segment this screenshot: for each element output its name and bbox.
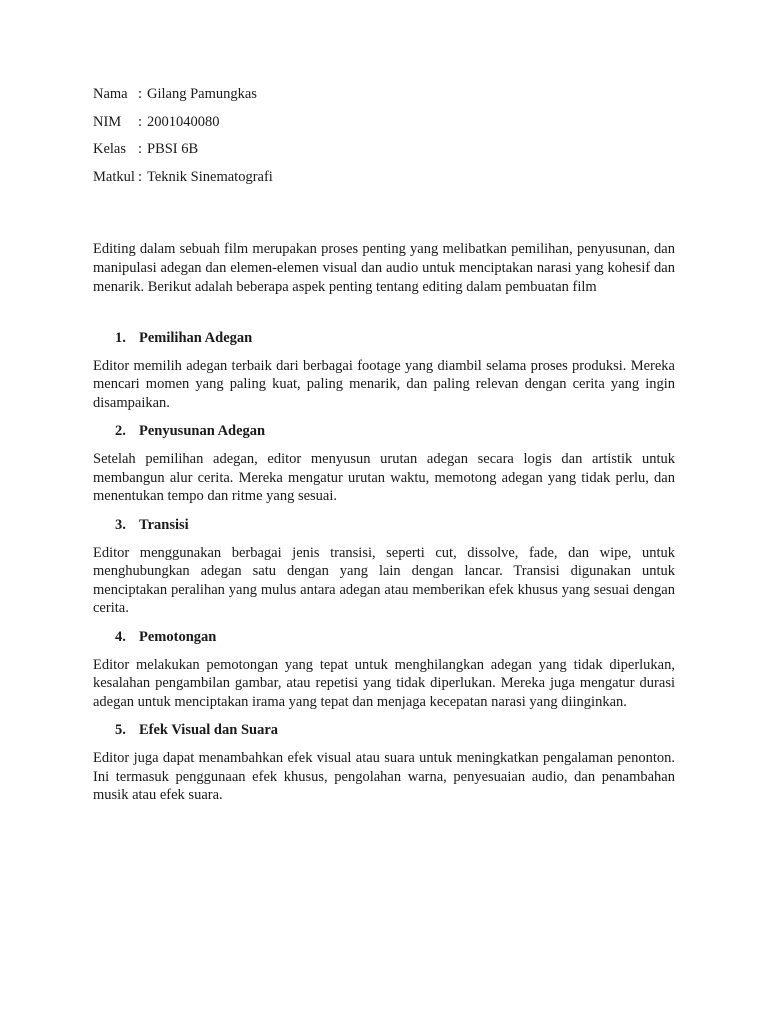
section-5 [93, 721, 675, 805]
meta-row-nim [93, 113, 675, 131]
section-2 [93, 422, 675, 506]
section-title: Efek Visual dan Suara [139, 722, 279, 738]
meta-value-matkul: Teknik Sinematografi [147, 168, 273, 185]
section-title: Transisi [139, 516, 189, 533]
meta-separator: : [138, 141, 143, 157]
meta-separator: : [138, 113, 143, 130]
meta-value-nama: Gilang Pamungkas [147, 86, 257, 102]
meta-label: Kelas [93, 141, 127, 157]
meta-row-matkul [93, 168, 675, 186]
section-heading [93, 422, 675, 440]
section-body: Editor juga dapat menambahkan efek visual atau suara untuk meningkatkan pengalaman penonton. Ini termasuk penggunaan efek khusus, pengolahan warna, penyesuaian audio, dan penambahan musik atau efek suara. [93, 750, 675, 803]
section-body: Editor memilih adegan terbaik dari berbagai footage yang diambil selama proses produksi. Mereka mencari momen yang paling kuat, paling menarik, dan paling relevan dengan cerita yang ingin disampaikan. [93, 357, 675, 411]
section-body: Editor menggunakan berbagai jenis transisi, seperti cut, dissolve, fade, dan wipe, untuk menghubungkan adegan satu dengan yang lain dengan lancar. Transisi digunakan untuk menciptakan peralihan yang mulus antara adegan atau memberikan efek khusus yang sesuai dengan cerita. [93, 544, 675, 616]
section-number: 3. [115, 516, 126, 533]
section-3 [93, 516, 675, 618]
student-info [93, 85, 675, 186]
meta-value-nim: 2001040080 [147, 113, 220, 130]
intro-paragraph: Editing dalam sebuah film merupakan proses penting yang melibatkan pemilihan, penyusunan, dan manipulasi adegan dan elemen-elemen visual dan audio untuk menciptakan narasi yang kohesif dan menarik. Berikut adalah beberapa aspek penting tentang editing dalam pembuatan film [93, 240, 675, 295]
meta-value-kelas: PBSI 6B [147, 141, 199, 157]
meta-label: Nama [93, 86, 128, 102]
section-title: Pemotongan [139, 628, 217, 645]
section-number: 1. [115, 329, 126, 346]
meta-separator: : [138, 168, 143, 185]
meta-label: Matkul [93, 168, 135, 185]
section-heading [93, 628, 675, 646]
section-number: 4. [115, 628, 126, 645]
meta-row-nama [93, 85, 675, 103]
meta-separator: : [138, 86, 143, 102]
section-body: Editor melakukan pemotongan yang tepat untuk menghilangkan adegan yang tidak diperlukan, kesalahan pengambilan gambar, atau repetisi yang tidak diperlukan. Mereka juga mengatur durasi adegan untuk menciptakan irama yang tepat dan menjaga kecepatan narasi yang diinginkan. [93, 656, 675, 710]
section-body: Setelah pemilihan adegan, editor menyusun urutan adegan secara logis dan artistik untuk membangun alur cerita. Mereka mengatur urutan waktu, memotong adegan yang tidak perlu, dan menentukan tempo dan ritme yang sesuai. [93, 451, 675, 504]
section-4 [93, 628, 675, 712]
section-list [93, 329, 675, 805]
section-heading [93, 721, 675, 739]
section-title: Penyusunan Adegan [139, 423, 266, 439]
meta-row-kelas [93, 140, 675, 158]
meta-label: NIM [93, 113, 122, 130]
section-1 [93, 329, 675, 413]
section-heading [93, 516, 675, 534]
section-number: 5. [115, 722, 126, 738]
section-title: Pemilihan Adegan [139, 329, 253, 346]
section-number: 2. [115, 423, 126, 439]
section-heading [93, 329, 675, 347]
